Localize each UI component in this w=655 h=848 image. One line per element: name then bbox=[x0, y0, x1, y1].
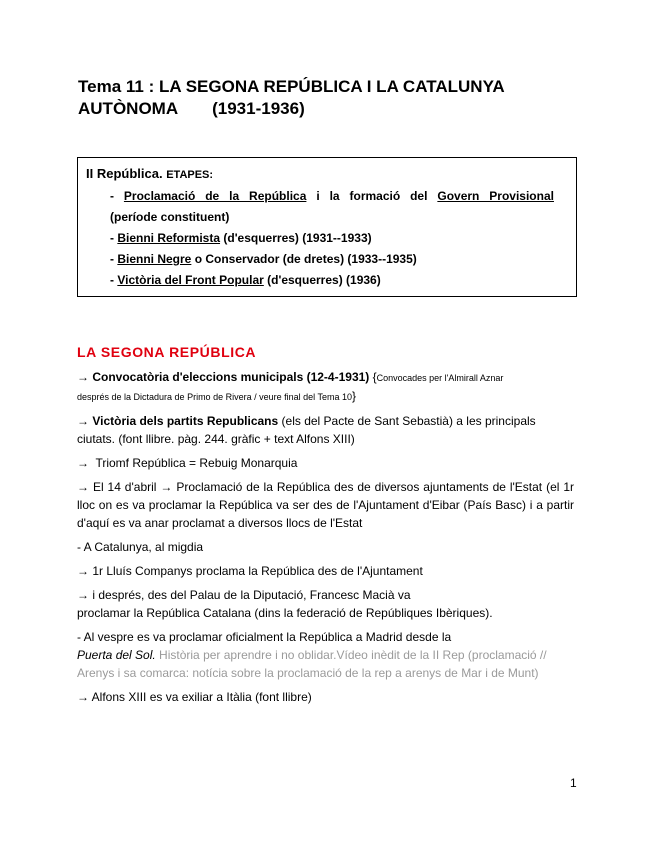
document-title bbox=[78, 76, 568, 120]
paragraph-puerta-del-sol bbox=[77, 646, 574, 682]
arrow-icon: → bbox=[77, 690, 89, 704]
arrow-icon: → bbox=[160, 480, 173, 494]
title-line-2 bbox=[78, 98, 568, 120]
etapa-3-underlined: Bienni Negre bbox=[117, 252, 192, 266]
abril-text: Proclamació de la República des de diversos ajuntaments de l'Estat (el 1r lloc on es va proclamar la República va ser des de l'Ajuntament d'Eibar (País Basc) i a partir d'aquí es va anar proclamat a diversos llocs de l'Estat bbox=[77, 480, 574, 530]
paragraph-triomf bbox=[77, 454, 574, 472]
brace-close: } bbox=[351, 389, 356, 403]
companys-text: 1r Lluís Companys proclama la República des de l'Ajuntament bbox=[92, 564, 423, 578]
puerta-del-sol: Puerta del Sol. bbox=[77, 648, 156, 662]
etapa-proclamacio bbox=[110, 186, 576, 207]
brace-open: { bbox=[369, 370, 377, 384]
etapes-heading bbox=[86, 163, 576, 186]
arrow-icon: → bbox=[77, 480, 89, 494]
etapes-heading-small: ETAPES: bbox=[166, 169, 214, 181]
convocatoria-note-1: Convocades per l'Almirall Aznar bbox=[376, 373, 504, 383]
arrow-icon: → bbox=[77, 370, 89, 384]
etapa-2-underlined: Bienni Reformista bbox=[117, 231, 221, 245]
arrow-icon: → bbox=[77, 564, 89, 578]
paragraph-14-abril bbox=[77, 478, 574, 532]
paragraph-companys bbox=[77, 562, 574, 580]
grey-note-link[interactable]: Història per aprendre i no oblidar.Vídeo inèdit de la II Rep (proclamació // Arenys i sa comarca: notícia sobre la proclamació de la rep a arenys de Mar i de Munt) bbox=[77, 648, 547, 680]
triomf-text: Triomf República = Rebuig Monarquia bbox=[95, 456, 298, 470]
alfons-text: Alfons XIII es va exiliar a Itàlia (font llibre) bbox=[91, 690, 312, 704]
etapa-1-underlined-b: Govern Provisional bbox=[437, 189, 554, 203]
etapa-2-dash: - bbox=[110, 231, 118, 245]
etapa-front-popular bbox=[110, 270, 576, 291]
paragraph-alfons bbox=[77, 688, 574, 706]
etapa-4-rest: (d'esquerres) (1936) bbox=[263, 273, 381, 287]
etapa-4-underlined: Victòria del Front Popular bbox=[117, 273, 264, 287]
title-autonoma: AUTÒNOMA bbox=[78, 99, 179, 118]
etapa-bienni-reformista bbox=[110, 228, 576, 249]
victoria-rest: (els del Pacte de Sant Sebastià) a les principals ciutats. (font llibre. pàg. 244. gràfic + text Alfons XIII) bbox=[77, 414, 536, 446]
etapa-1-mid: i la formació del bbox=[306, 189, 438, 203]
etapa-bienni-negre bbox=[110, 249, 576, 270]
main-content bbox=[77, 368, 574, 706]
etapa-1-underlined-a: Proclamació de la República bbox=[123, 189, 307, 203]
etapa-4-dash: - bbox=[110, 273, 118, 287]
victoria-bold: Victòria dels partits Republicans bbox=[92, 414, 279, 428]
etapes-box bbox=[77, 157, 577, 297]
etapa-2-rest: (d'esquerres) (1931--1933) bbox=[220, 231, 372, 245]
title-line-1: Tema 11 : LA SEGONA REPÚBLICA I LA CATALUNYA bbox=[78, 77, 505, 96]
convocatoria-bold: Convocatòria d'eleccions municipals (12-4-1931) bbox=[92, 370, 370, 384]
title-dates: (1931-1936) bbox=[212, 99, 305, 118]
section-title: LA SEGONA REPÚBLICA bbox=[77, 344, 257, 360]
arrow-icon: → bbox=[77, 588, 89, 602]
arrow-icon: → bbox=[77, 414, 89, 428]
etapa-3-dash: - bbox=[110, 252, 118, 266]
paragraph-catalunya: - A Catalunya, al migdia bbox=[77, 540, 204, 554]
etapa-periode-constituent: (període constituent) bbox=[110, 210, 230, 224]
abril-date: El 14 d'abril bbox=[92, 480, 157, 494]
etapa-3-rest: o Conservador (de dretes) (1933--1935) bbox=[191, 252, 417, 266]
paragraph-macia-1 bbox=[77, 586, 574, 604]
etapa-1-dash: - bbox=[110, 189, 124, 203]
convocatoria-note-2: després de la Dictadura de Primo de Rivera / veure final del Tema 10 bbox=[77, 392, 352, 402]
paragraph-convocatoria bbox=[77, 368, 574, 406]
paragraph-victoria bbox=[77, 412, 574, 448]
page-number: 1 bbox=[570, 776, 577, 790]
paragraph-macia-2: proclamar la República Catalana (dins la federació de Repúbliques Ibèriques). bbox=[77, 606, 493, 620]
arrow-icon: → bbox=[77, 456, 89, 470]
etapes-heading-main: II República. bbox=[86, 166, 163, 181]
paragraph-vespre: - Al vespre es va proclamar oficialment la República a Madrid desde la bbox=[77, 630, 452, 644]
macia-text-1: i després, des del Palau de la Diputació, Francesc Macià va bbox=[92, 588, 411, 602]
